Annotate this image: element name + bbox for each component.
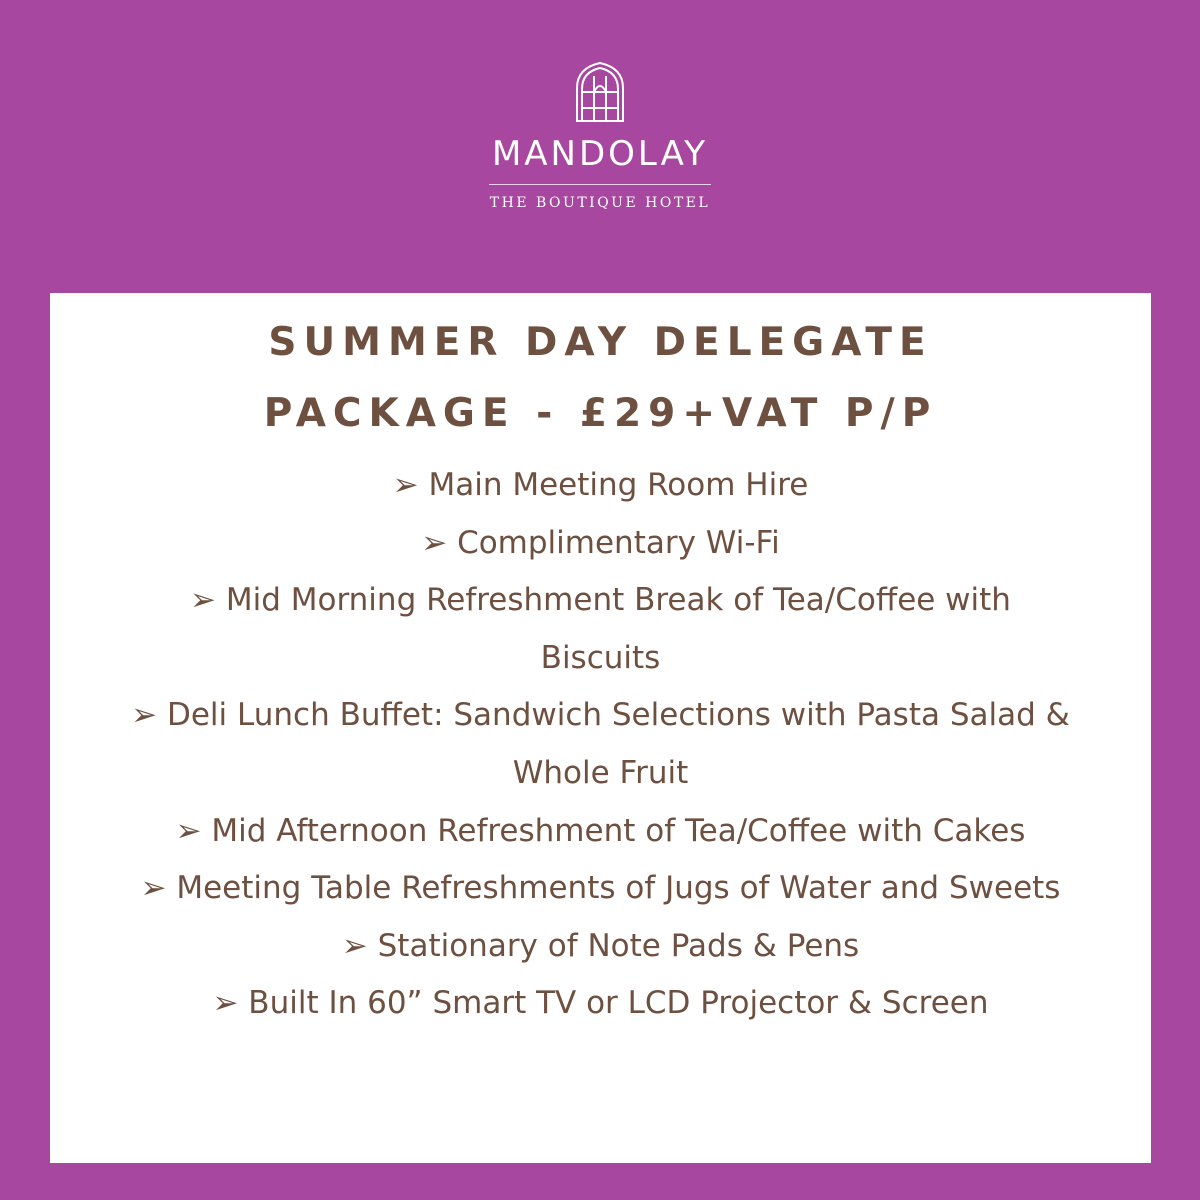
- hotel-logo: [0, 62, 1200, 211]
- gothic-window-icon: [574, 62, 626, 122]
- package-title-line-1: SUMMER DAY DELEGATE: [268, 320, 933, 365]
- package-item: ➢ Complimentary Wi-Fi: [421, 524, 780, 561]
- package-item: ➢ Meeting Table Refreshments of Jugs of Water and Sweets: [140, 870, 1061, 907]
- package-item: ➢ Main Meeting Room Hire: [392, 467, 809, 503]
- package-item: ➢ Mid Afternoon Refreshment of Tea/Coffee with Cakes: [175, 812, 1026, 849]
- hotel-name: MANDOLAY: [491, 134, 709, 174]
- package-card: [50, 293, 1151, 1163]
- package-items-list: [50, 457, 1151, 1033]
- package-title-line-2: PACKAGE - £29+VAT P/P: [263, 391, 938, 436]
- package-item: ➢ Mid Morning Refreshment Break of Tea/Coffee with Biscuits: [190, 582, 1011, 676]
- hotel-tagline: THE BOUTIQUE HOTEL: [489, 195, 711, 211]
- package-item: ➢ Built In 60” Smart TV or LCD Projector & Screen: [212, 985, 989, 1022]
- package-item: ➢ Stationary of Note Pads & Pens: [341, 927, 860, 964]
- logo-divider: [489, 184, 711, 185]
- package-item: ➢ Deli Lunch Buffet: Sandwich Selections with Pasta Salad & Whole Fruit: [131, 697, 1070, 791]
- package-title: [50, 307, 1151, 449]
